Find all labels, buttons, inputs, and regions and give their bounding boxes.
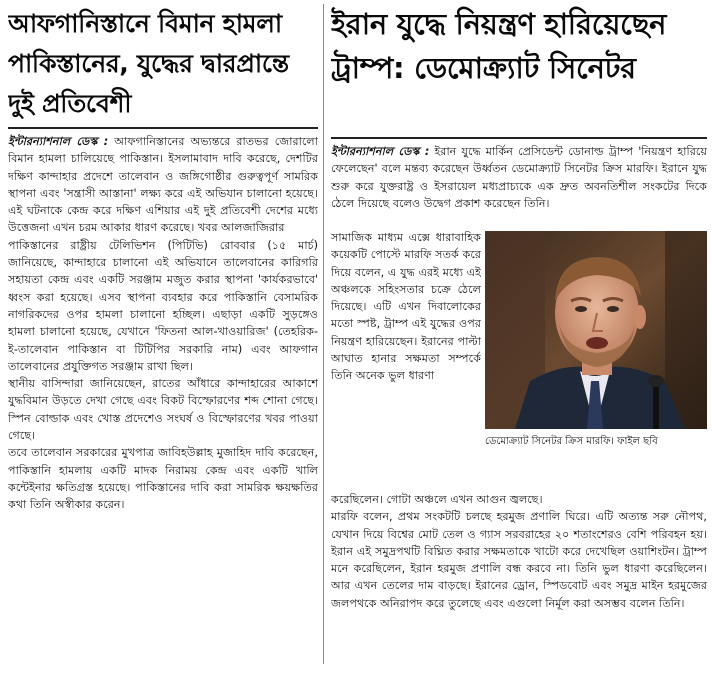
left-paragraph-1 (8, 133, 318, 237)
left-paragraph-2: পাকিস্তানের রাষ্ট্রীয় টেলিভিশন (পিটিভি) রোববার (১৫ মার্চ) জানিয়েছে, কান্দাহারে চালানো এই অভিযানে তালেবানের কারিগরি সহায়তা কেন্দ্র এবং একটি সরঞ্জাম মজুত করার স্থাপনা 'কার্যকরভাবে' ধ্বংস করা হয়েছে। এসব স্থাপনা ব্যবহার করে পাকিস্তানি বেসামরিক নাগরিকদের ওপর হামলা চালানো হচ্ছিল। এছাড়া একটি সুড়ঙ্গেও হামলা চালানো হয়েছে, যেখানে 'ফিতনা আল-খাওয়ারিজ' (তেহরিক-ই-তালেবান পাকিস্তান বা টিটিপির সরকারি নাম) এবং আফগান তালেবানের প্রযুক্তিগত সরঞ্জাম রাখা ছিল। (8, 238, 318, 373)
right-headline: ইরান যুদ্ধে নিয়ন্ত্রণ হারিয়েছেন ট্রাম্প: ডেমোক্র্যাট সিনেটর (331, 7, 667, 85)
left-paragraph-3: স্থানীয় বাসিন্দারা জানিয়েছেন, রাতের আঁধারে কান্দাহারের আকাশে যুদ্ধবিমান উড়তে দেখা গেছে এবং বিকট বিস্ফোরণের শব্দ শোনা গেছে। স্পিন বোল্ডাক এবং খোস্ত প্রদেশেও সংঘর্ষ ও বিস্ফোরণের খবর পাওয়া গেছে। (8, 377, 318, 443)
right-continuation: করেছিলেন। গোটা অঞ্চলে এখন আগুন জ্বলছে। (331, 493, 543, 506)
senator-photo-caption: ডেমোক্র্যাট সিনেটর ক্রিস মারফি। ফাইল ছবি (485, 436, 658, 447)
right-lead-text: ইরান যুদ্ধে মার্কিন প্রেসিডেন্ট ডোনাল্ড ট্রাম্প 'নিয়ন্ত্রণ হারিয়ে ফেলেছেন' বলে মন্তব্য করেছেন উর্ধ্বতন ডেমোক্র্যাট সিনেটর ক্রিস মারফি। ইরানে যুদ্ধ শুরু করে যুক্তরাষ্ট্র ও ইসরায়েল মধ্যপ্রাচ্যকে এক দ্রুত অবনতিশীল সংকটের দিকে ঠেলে দিয়েছে বলেও উদ্বেগ প্রকাশ করেছেন তিনি। (331, 145, 707, 210)
left-body (8, 133, 318, 661)
left-paragraph-4: তবে তালেবান সরকারের মুখপাত্র জাবিহউল্লাহ মুজাহিদ দাবি করেছেন, পাকিস্তানি হামলায় একটি মাদক নিরাময় কেন্দ্র এবং একটি খালি কন্টেইনার ক্ষতিগ্রস্ত হয়েছে। পাকিস্তানের দাবি করা সামরিক ক্ষয়ক্ষতির কথা তিনি অস্বীকার করেন। (8, 446, 318, 512)
right-headline-rule (331, 137, 707, 139)
left-headline: আফগানিস্তানে বিমান হামলা পাকিস্তানের, যুদ্ধের দ্বারপ্রান্তে দুই প্রতিবেশী (8, 9, 289, 118)
senator-photo-figure (485, 231, 707, 489)
left-byline: ইন্টারন্যাশনাল ডেস্ক : (8, 135, 109, 148)
left-article (8, 0, 318, 661)
right-side-text: সামাজিক মাধ্যম এক্সে ধারাবাহিক কয়েকটি পোস্টে মারফি সতর্ক করে দিয়ে বলেন, এ যুদ্ধ এরই মধ্যে এই অঞ্চলকে সহিংসতার চক্রে ঠেলে দিয়েছে। এটি এখন দিবালোকের মতো স্পষ্ট, ট্রাম্প এই যুদ্ধের ওপর নিয়ন্ত্রণ হারিয়েছেন। ইরানের পাল্টা আঘাত হানার সক্ষমতা সম্পর্কে তিনি অনেক ভুল ধারণা (331, 231, 481, 383)
left-paragraph-1-text: আফগানিস্তানের অভ্যন্তরে রাতভর জোরালো বিমান হামলা চালিয়েছে পাকিস্তান। ইসলামাবাদ দাবি করেছে, দেশটির দক্ষিণ কান্দাহার প্রদেশে তালেবান ও জঙ্গিগোষ্ঠীর গুরুত্বপূর্ণ সামরিক স্থাপনা এবং 'সন্ত্রাসী আস্তানা' লক্ষ্য করে এই অভিযান চালানো হয়েছে। এই ঘটনাকে কেন্দ্র করে দক্ষিণ এশিয়ার এই দুই প্রতিবেশী দেশের মধ্যে উত্তেজনা এখন চরম আকার ধারণ করেছে। খবর আলজাজিরার (8, 135, 318, 235)
right-bottom-block (331, 491, 707, 681)
right-lead-block (331, 143, 707, 229)
right-mid-section (331, 229, 707, 491)
right-paragraph-2: মারফি বলেন, প্রথম সংকটটি চলছে হরমুজ প্রণালি ঘিরে। এটি অত্যন্ত সরু নৌপথ, যেখান দিয়ে বিশ্বের মোট তেল ও গ্যাস সরবরাহের ২০ শতাংশেরও বেশি পরিবহন হয়। ইরান এই সমুদ্রপথটি বিঘ্নিত করার সক্ষমতাকে খাটো করে দেখেছিল ওয়াশিংটন। ট্রাম্প মনে করেছিলেন, ইরান হরমুজ প্রণালি বন্ধ করবে না। তিনি ভুল ধারণা করেছিলেন। আর এখন তেলের দাম বাড়ছে। ইরানের ড্রোন, স্পিডবোট এবং সমুদ্র মাইন হরমুজের জলপথকে অনিরাপদ করে তুলেছে এবং এগুলো নির্মূল করা অসম্ভব বলেন তিনি। (331, 510, 707, 610)
right-lead (331, 143, 707, 212)
left-headline-rule (8, 127, 318, 129)
senator-photo (485, 231, 707, 429)
right-article (331, 0, 707, 681)
column-divider (323, 4, 324, 664)
right-byline: ইন্টারন্যাশনাল ডেস্ক : (331, 145, 430, 158)
